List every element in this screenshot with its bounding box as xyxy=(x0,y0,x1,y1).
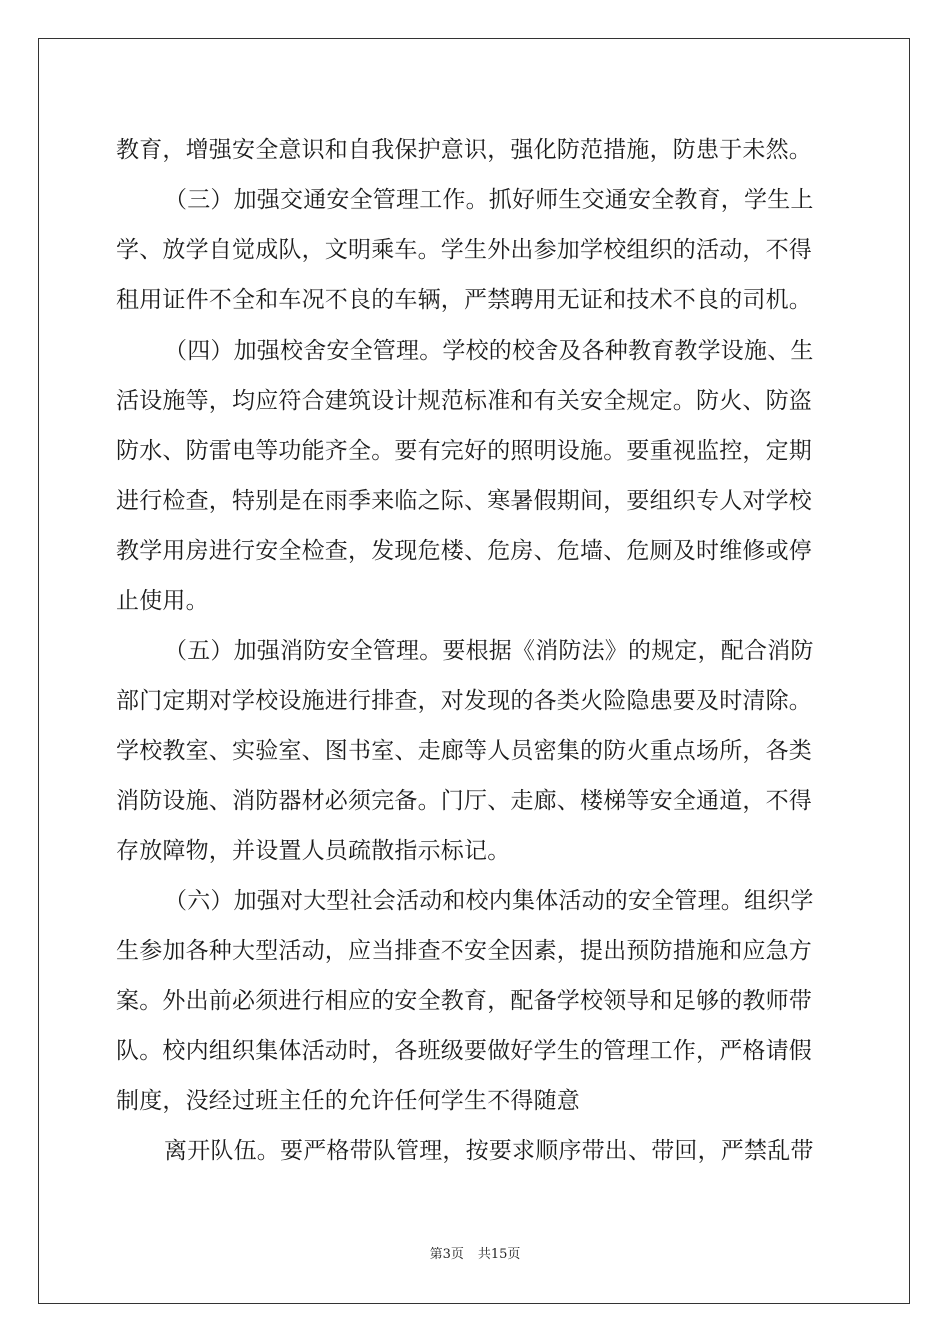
text-line: 租用证件不全和车况不良的车辆，严禁聘用无证和技术不良的司机。 xyxy=(116,287,812,313)
paragraph-start-line: 离开队伍。要严格带队管理，按要求顺序带出、带回，严禁乱带 xyxy=(164,1138,814,1164)
text-line: 案。外出前必须进行相应的安全教育，配备学校领导和足够的教师带 xyxy=(116,988,812,1014)
paragraph-start-line: （四）加强校舍安全管理。学校的校舍及各种教育教学设施、生 xyxy=(164,338,814,364)
page-footer xyxy=(0,1247,950,1263)
text-line: 消防设施、消防器材必须完备。门厅、走廊、楼梯等安全通道，不得 xyxy=(116,788,812,814)
page-number: 第3页 xyxy=(429,1247,464,1262)
text-line: 教学用房进行安全检查，发现危楼、危房、危墙、危厕及时维修或停 xyxy=(116,538,812,564)
text-line: 制度，没经过班主任的允许任何学生不得随意 xyxy=(116,1088,580,1114)
text-line: 学、放学自觉成队，文明乘车。学生外出参加学校组织的活动，不得 xyxy=(116,237,812,263)
text-line: 生参加各种大型活动，应当排查不安全因素，提出预防措施和应急方 xyxy=(116,938,812,964)
text-line: 队。校内组织集体活动时，各班级要做好学生的管理工作，严格请假 xyxy=(116,1038,812,1064)
text-line: 学校教室、实验室、图书室、走廊等人员密集的防火重点场所，各类 xyxy=(116,738,812,764)
page-total: 共15页 xyxy=(477,1247,521,1262)
text-line: 进行检查，特别是在雨季来临之际、寒暑假期间，要组织专人对学校 xyxy=(116,488,812,514)
text-line: 存放障物，并设置人员疏散指示标记。 xyxy=(116,838,511,864)
paragraph-start-line: （三）加强交通安全管理工作。抓好师生交通安全教育，学生上 xyxy=(164,187,814,213)
paragraph-start-line: （六）加强对大型社会活动和校内集体活动的安全管理。组织学 xyxy=(164,888,814,914)
text-line: 防水、防雷电等功能齐全。要有完好的照明设施。要重视监控，定期 xyxy=(116,438,812,464)
text-line: 教育，增强安全意识和自我保护意识，强化防范措施，防患于未然。 xyxy=(116,137,812,163)
text-line: 部门定期对学校设施进行排查，对发现的各类火险隐患要及时清除。 xyxy=(116,688,812,714)
paragraph-start-line: （五）加强消防安全管理。要根据《消防法》的规定，配合消防 xyxy=(164,638,814,664)
text-line: 止使用。 xyxy=(116,588,209,614)
text-line: 活设施等，均应符合建筑设计规范标准和有关安全规定。防火、防盗 xyxy=(116,388,812,414)
